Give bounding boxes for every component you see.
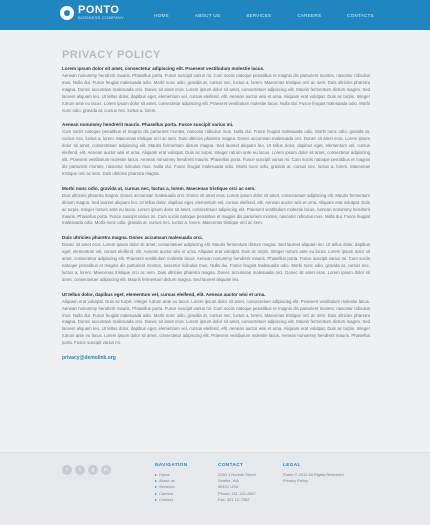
footer-navigation [155,463,187,503]
nav-home[interactable]: HOME [154,12,169,18]
section-body: Aenean nonummy hendrerit mauris. Phasellus porta. Fusce suscipit varius mi. Cum sociis natoque penatibus et magnis dis parturient montes, nascetur ridiculus mus. Nulla dui. Fusce feugiat malesuada odio. Morbi nunc odio, gravida at, cursus nec, luctus a, lorem. Maecenas tristique orci ac sem. Duis ultricies pharetra magna. Donec accumsan malesuada orci. Donec sit amet eros. Lorem ipsum dolor sit amet, consectetuer adipiscing elit. Mauris fermentum dictum magna. Sed laoreet aliquam leo. Ut tellus dolor, dapibus eget, elementum vel, cursus eleifend, elit. Aenean auctor wisi et urna. Aliquam erat volutpat. Duis ac turpis. Integer rutrum ante eu lacus. Lorem ipsum dolor sit amet, consectetur adipiscing elit. Praesent vestibulum molestie lacus. Nulla dui. Fusce feugiat malesuada odio. Morbi nunc odio, gravida at, cursus nec, luctus a, lorem. [62,73,370,113]
footer-legal [283,463,344,484]
policy-section [62,122,370,177]
main-nav [128,0,374,30]
logo-icon [60,6,74,20]
footer-nav-services[interactable]: ▸ Services [155,484,187,490]
footer-nav-careers[interactable]: ▸ Careers [155,491,187,497]
footer-nav-heading: NAVIGATION [155,463,188,468]
facebook-icon[interactable]: f [62,465,72,475]
section-heading: Aenean nonummy hendrerit mauris. Phasellus porta. Fusce suscipit varius mi. [62,122,234,128]
logo-text: PONTO [78,4,120,16]
logo-wordmark [78,5,124,20]
privacy-policy-link[interactable]: Privacy Policy [283,478,308,484]
privacy-email-link[interactable]: privacy@demolink.org [62,355,116,362]
main-content [62,49,370,361]
nav-about-us[interactable]: ABOUT US [194,12,221,18]
contact-fax: Fax: 321 12-7962 [218,496,250,502]
contact-city: Seattle, WA [218,478,239,484]
policy-section [62,235,370,283]
nav-services[interactable]: SERVICES [246,12,272,18]
section-body: Cum sociis natoque penatibus et magnis dis parturient montes, nascetur ridiculus mus. Nulla dui. Fusce feugiat malesuada odio. Morbi nunc odio, gravida at, cursus nec, luctus a, lorem. Maecenas tristique orci ac sem. Duis ultricies pharetra magna. Donec accumsan malesuada orci. Donec sit amet eros. Lorem ipsum dolor sit amet, consectetuer adipiscing elit. Mauris fermentum dictum magna. Sed laoreet aliquam leo. Ut tellus dolor, dapibus eget, elementum vel, cursus eleifend, elit. Aenean auctor wisi et urna. Aliquam erat volutpat. Duis ac turpis. Integer rutrum ante eu lacus. Lorem ipsum dolor sit amet, consectetur adipiscing elit. Praesent vestibulum molestie lacus. Aenean nonummy hendrerit mauris. Phasellus porta. Fusce suscipit varius mi. Cum sociis natoque penatibus et magnis dis parturient montes, nascetur ridiculus mus. Nulla dui. Fusce feugiat malesuada odio. Morbi nunc odio, gravida at, cursus nec, luctus a, lorem. Maecenas tristique orci ac sem. Duis ultricies pharetra magna. [62,129,370,176]
logo[interactable] [60,5,124,20]
section-heading: Ut tellus dolor, dapibus eget, elementum vel, cursus eleifend, elit. Aenean auctor wisi et urna. [62,291,266,297]
section-body: Aliquam erat volutpat. Duis ac turpis. Integer rutrum ante eu lacus. Lorem ipsum dolor sit amet, consectetuer adipiscing elit. Praesent vestibulum molestie lacus. Aenean nonummy hendrerit mauris. Phasellus porta. Fusce suscipit varius mi. Cum sociis natoque penatibus et magnis dis parturient montes, nascetur ridiculus mus. Nulla dui. Fusce feugiat malesuada odio. Morbi nunc odio, gravida at, cursus nec, luctus a, lorem. Maecenas tristique orci ac sem. Duis ultricies pharetra magna. Donec accumsan malesuada orci. Donec sit amet eros. Lorem ipsum dolor sit amet, consectetuer adipiscing elit. Mauris fermentum dictum magna. Sed laoreet aliquam leo. Ut tellus dolor, dapibus eget, elementum vel, cursus eleifend, elit. Aenean auctor wisi et urna. Aliquam erat volutpat. Duis ac turpis. Integer rutrum ante eu lacus. Lorem ipsum dolor sit amet, consectetur adipiscing elit. Praesent vestibulum molestie lacus. Aenean nonummy hendrerit mauris. Phasellus porta. Fusce suscipit varius mi. [62,298,370,346]
logo-tagline: BUSINESS COMPANY [78,15,125,20]
google-plus-icon[interactable]: g [88,465,98,475]
footer-contact-heading: CONTACT [218,463,244,468]
twitter-icon[interactable]: t [75,465,85,475]
site-header [0,0,430,30]
contact-phone: Phone: 111 123-4567 [218,490,256,496]
social-links [62,465,111,475]
contact-address: 2250 1 Norfolk Street [218,472,256,477]
footer-nav-about[interactable]: ▸ About us [155,478,187,484]
section-heading: Morbi nunc odio, gravida at, cursus nec, luctus a, lorem. Maecenas tristique orci ac sem. [62,185,256,191]
section-body: Duis ultricies pharetra magna. Donec accumsan malesuada orci. Donec sit amet eros. Lorem ipsum dolor sit amet, consectetuer adipiscing elit. Mauris fermentum dictum magna. Sed laoreet aliquam leo. Ut tellus dolor, dapibus eget, elementum vel, cursus eleifend, elit. Aenean auctor wisi et urna. Aliquam erat volutpat. Duis ac turpis. Integer rutrum ante eu lacus. Lorem ipsum dolor sit amet, consectetuer adipiscing elit. Praesent vestibulum molestie lacus. Aenean nonummy hendrerit mauris. Phasellus porta. Fusce suscipit varius mi. Cum sociis natoque penatibus et magnis dis parturient montes, nascetur ridiculus mus. Nulla dui. Fusce feugiat malesuada odio. Morbi nunc odio, gravida at, cursus nec, luctus a, lorem. Maecenas tristique orci ac sem. [62,192,370,226]
section-heading: Lorem ipsum dolor sit amet, consectetur adipiscing elit. Praesent vestibulum molestie lacus. [62,66,265,71]
policy-section [62,292,370,347]
nav-contacts[interactable]: CONTACTS [347,12,374,18]
footer-nav-contact[interactable]: ▸ Contact [155,497,187,503]
policy-section [62,186,370,228]
nav-careers[interactable]: CAREERS [297,12,322,18]
footer-nav-home[interactable]: ▸ Home [155,472,187,478]
page-title: PRIVACY POLICY [62,49,161,61]
footer-legal-heading: LEGAL [283,463,301,468]
linkedin-icon[interactable]: in [101,465,111,475]
contact-zip: 98101 USA [218,484,239,490]
footer-contact [218,463,256,503]
site-footer [0,452,430,525]
section-heading: Duis ultricies pharetra magna. Donec accumsan malesuada orci. [62,235,203,241]
policy-section [62,66,370,114]
section-body: Donec sit amet eros. Lorem ipsum dolor sit amet, consectetuer adipiscing elit. Mauris fermentum dictum magna. Sed laoreet aliquam leo. Ut tellus dolor, dapibus eget, elementum vel, cursus eleifend, elit. Aenean auctor wisi et urna. Aliquam erat volutpat. Duis ac turpis. Integer rutrum ante eu lacus. Lorem ipsum dolor sit amet, consectetur adipiscing elit. Praesent vestibulum molestie lacus. Aenean nonummy hendrerit mauris. Phasellus porta. Fusce suscipit varius mi. Cum sociis natoque penatibus et magnis dis parturient montes, nascetur ridiculus mus. Nulla dui. Fusce feugiat malesuada odio. Morbi nunc odio, gravida at, cursus nec, luctus a, lorem. Maecenas tristique orci ac sem. Duis ultricies pharetra magna. Donec accumsan malesuada orci. Donec sit amet eros. Lorem ipsum dolor sit amet, consectetuer adipiscing elit. Mauris fermentum dictum magna. Sed laoreet aliquam leo. [62,242,370,282]
copyright-text: Ponto © 2012 All Rights Reserved [283,472,344,477]
